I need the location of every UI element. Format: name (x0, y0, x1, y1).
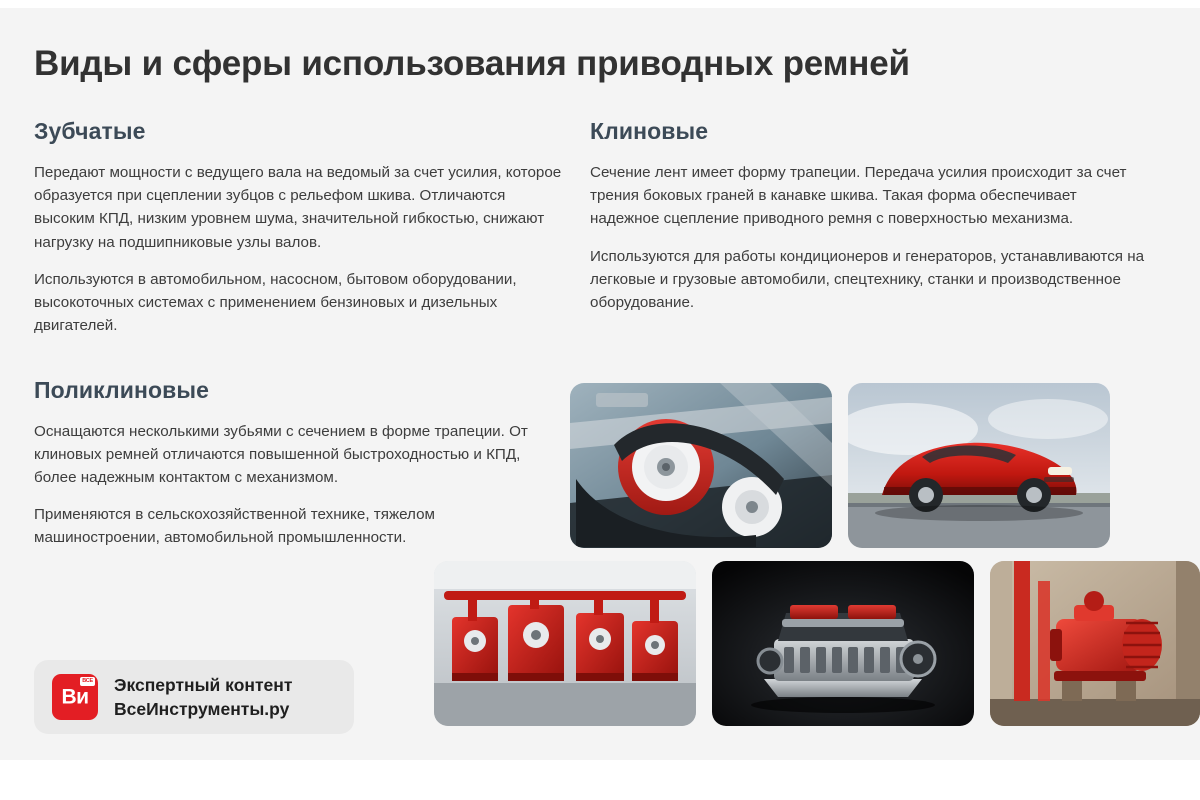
bottom-margin-strip (0, 760, 1200, 800)
logo-text: Ви (61, 685, 89, 709)
section-heading-vbelt: Клиновые (590, 118, 709, 145)
section-paragraph: Используются в автомобильном, насосном, бытовом оборудовании, высокоточных системах с применением бензиновых и дизельных двигателей. (34, 270, 517, 334)
section-paragraph: Передают мощности с ведущего вала на ведомый за счет усилия, которое образуется при сцеплении зубцов с рельефом шкива. Отличаются высоким КПД, низким уровнем шума, значительной гибкостью, снижают нагрузку на подшипниковые узлы валов. (34, 164, 562, 251)
section-paragraph: Сечение лент имеет форму трапеции. Передача усилия происходит за счет трения боковых граней в канавке шкива. Такая форма обеспечивает надежное сцепление приводного ремня с поверхностью механизма. (590, 164, 1127, 228)
belt-pulley-photo (570, 383, 832, 548)
section-heading-tooth: Зубчатые (34, 118, 146, 145)
badge-line-site-name: ВсеИнструменты.ру (114, 698, 290, 719)
logo-tag-label: ВСЕ (82, 677, 93, 684)
red-sports-car-photo (848, 383, 1110, 548)
badge-line-expert-content: Экспертный контент (114, 675, 293, 696)
brand-badge-text (114, 675, 292, 718)
vseinstrumenty-logo-icon (52, 674, 98, 720)
section-paragraph: Оснащаются несколькими зубьями с сечением в форме трапеции. От клиновых ремней отличаются повышенной быстроходностью и КПД, более надежным контактом с механизмом. (34, 422, 528, 487)
section-heading-polyv: Поликлиновые (34, 376, 210, 403)
section-paragraph: Используются для работы кондиционеров и генераторов, устанавливаются на легковые и грузовые автомобили, спецтехнику, станки и производственное оборудование. (590, 247, 1145, 311)
left-column (34, 118, 564, 549)
v8-engine-photo (712, 561, 974, 726)
fire-pump-station-photo (434, 561, 696, 726)
section-paragraph: Применяются в сельскохозяйственной технике, тяжелом машиностроении, автомобильной промышленности. (34, 506, 435, 547)
red-industrial-pump-photo (990, 561, 1200, 726)
top-margin-strip (0, 0, 1200, 8)
brand-badge (34, 660, 354, 734)
page-title: Виды и сферы использования приводных ремней (34, 44, 910, 83)
photo-gallery (570, 383, 1170, 723)
